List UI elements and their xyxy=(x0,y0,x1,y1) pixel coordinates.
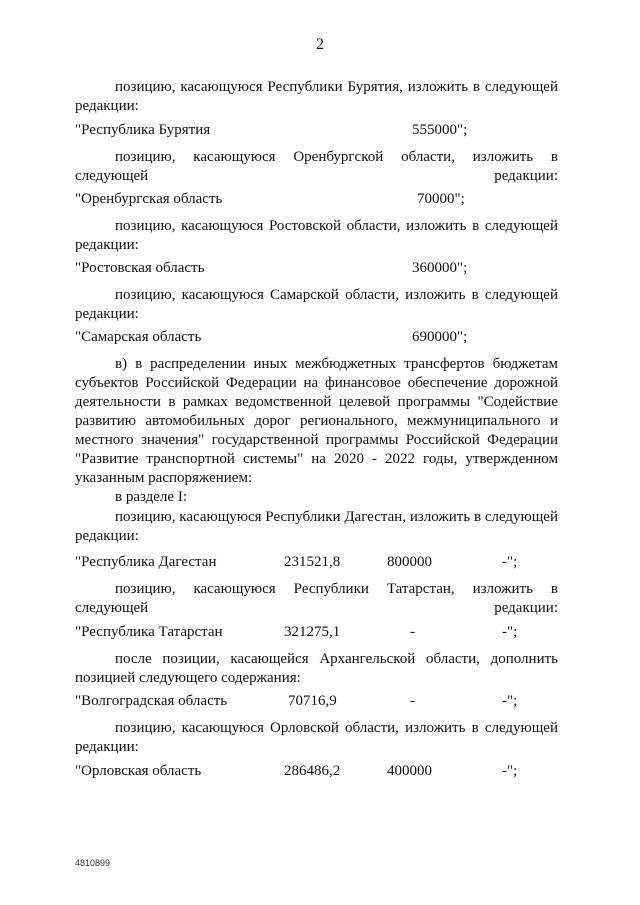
amount-value: 690000"; xyxy=(412,329,468,345)
table-row xyxy=(75,259,565,278)
amount-value: 70000"; xyxy=(417,191,465,207)
amount-value: -"; xyxy=(502,693,518,709)
region-name: "Республика Бурятия xyxy=(75,122,211,138)
paragraph: позицию, касающуюся Орловской области, изложить в следующей редакции: xyxy=(75,720,558,755)
table-row xyxy=(75,553,565,572)
amount-value: 231521,8 xyxy=(284,554,341,570)
paragraph: позицию, касающуюся Самарской области, изложить в следующей редакции: xyxy=(75,287,558,322)
region-name: "Орловская область xyxy=(75,763,202,779)
amount-value: 800000 xyxy=(387,554,432,570)
region-name: "Республика Дагестан xyxy=(75,554,217,570)
amount-value: 555000"; xyxy=(412,122,468,138)
paragraph: позицию, касающуюся Оренбургской области, изложить в следующей редакции: xyxy=(75,149,558,184)
amount-value: -"; xyxy=(502,763,518,779)
paragraph: после позиции, касающейся Архангельской области, дополнить позицией следующего содержания: xyxy=(75,651,558,686)
amount-value: 286486,2 xyxy=(284,763,341,779)
table-row xyxy=(75,692,565,711)
table-row xyxy=(75,328,565,347)
amount-value: 70716,9 xyxy=(288,693,337,709)
region-name: "Волгоградская область xyxy=(75,693,228,709)
paragraph: в) в распределении иных межбюджетных трансфертов бюджетам субъектов Российской Федерации на финансовое обеспечение дорожной деятельности в рамках ведомственной целевой программы "Содействие развитию автомобильных дорог регионального, межмуниципального и местного значения" государственной программы Российской Федерации "Развитие транспортной системы" на 2020 - 2022 годы, утвержденном указанным распоряжением: xyxy=(75,356,558,486)
page-number: 2 xyxy=(316,36,324,53)
amount-value: -"; xyxy=(502,624,518,640)
region-name: "Оренбургская область xyxy=(75,191,223,207)
region-name: "Ростовская область xyxy=(75,260,205,276)
section-label: в разделе I: xyxy=(115,489,187,505)
table-row xyxy=(75,762,565,781)
amount-value: 400000 xyxy=(387,763,432,779)
paragraph: позицию, касающуюся Республики Дагестан, изложить в следующей редакции: xyxy=(75,509,558,544)
region-name: "Республика Татарстан xyxy=(75,624,223,640)
paragraph: позицию, касающуюся Республики Бурятия, изложить в следующей редакции: xyxy=(75,79,558,114)
amount-value: 321275,1 xyxy=(284,624,341,640)
amount-value: - xyxy=(410,693,415,709)
paragraph: позицию, касающуюся Республики Татарстан, изложить в следующей редакции: xyxy=(75,581,558,616)
table-row xyxy=(75,121,565,140)
region-name: "Самарская область xyxy=(75,329,202,345)
amount-value: -"; xyxy=(502,554,518,570)
amount-value: - xyxy=(410,624,415,640)
table-row xyxy=(75,623,565,642)
document-code: 4810899 xyxy=(75,858,111,868)
paragraph: позицию, касающуюся Ростовской области, изложить в следующей редакции: xyxy=(75,218,558,253)
table-row xyxy=(75,190,565,209)
amount-value: 360000"; xyxy=(412,260,468,276)
